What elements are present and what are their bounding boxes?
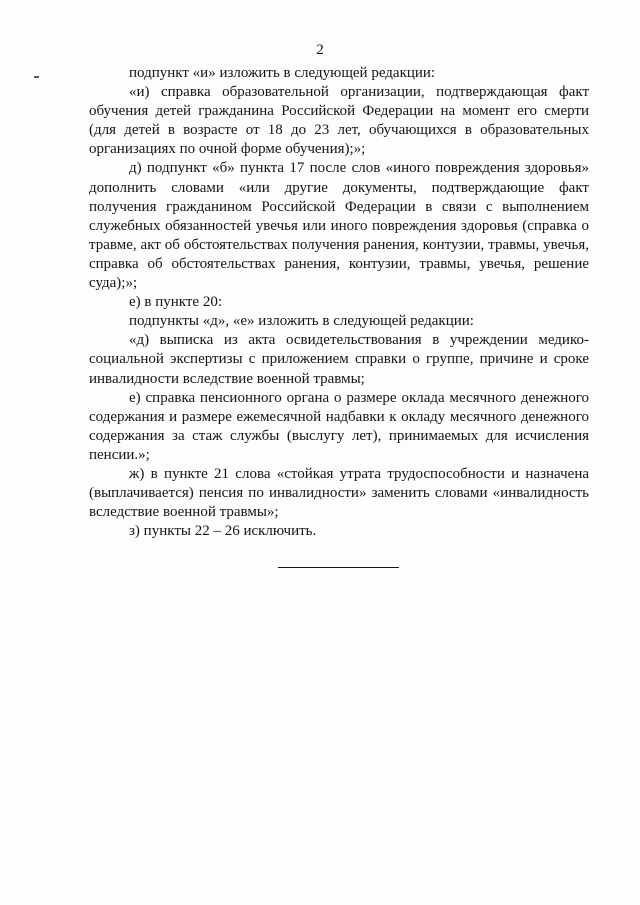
paragraph-subitem-i-text: «и) справка образовательной организации, подтверждающая факт обучения детей гражданина Российской Федерации на момент его смерти (для детей в возрасте от 18 до 23 лет, обучающихся в образовательных организациях по очной форме обучения);»; bbox=[89, 84, 589, 158]
paragraph-subitem-i-intro: подпункт «и» изложить в следующей редакции: bbox=[129, 65, 436, 81]
paragraph-item-e: е) в пункте 20: bbox=[129, 294, 223, 311]
paragraph-item-d: д) подпункт «б» пункта 17 после слов «иного повреждения здоровья» дополнить словами «или другие документы, подтверждающие факт получения гражданином Российской Федерации в связи с выполнением служебных обязанностей увечья или иного повреждения здоровья (справка о травме, акт об обстоятельствах получения ранения, контузии, травмы, увечья, справка об обстоятельствах ранения, контузии, травмы, увечья, решение суда);»; bbox=[89, 160, 589, 292]
paragraph-item-z: з) пункты 22 – 26 исключить. bbox=[129, 523, 317, 540]
paragraph-item-zh: ж) в пункте 21 слова «стойкая утрата трудоспособности и назначена (выплачивается) пенсия по инвалидности» заменить словами «инвалидность вследствие военной травмы»; bbox=[89, 465, 589, 521]
paragraph-subitem-e-text: е) справка пенсионного органа о размере оклада месячного денежного содержания и размере ежемесячной надбавки к окладу месячного денежного содержания за стаж службы (выслугу лет), принимаемых для исчисления пенсии.»; bbox=[89, 389, 589, 463]
paragraph-subitems-d-e-intro: подпункты «д», «е» изложить в следующей редакции: bbox=[129, 313, 474, 330]
page-number: 2 bbox=[316, 42, 324, 58]
scan-mark bbox=[34, 76, 39, 78]
end-separator-line bbox=[278, 567, 399, 568]
document-body bbox=[89, 64, 589, 541]
paragraph-subitem-d-text: «д) выписка из акта освидетельствования в учреждении медико-социальной экспертизы с приложением справки о группе, причине и сроке инвалидности вследствие военной травмы; bbox=[89, 332, 589, 387]
